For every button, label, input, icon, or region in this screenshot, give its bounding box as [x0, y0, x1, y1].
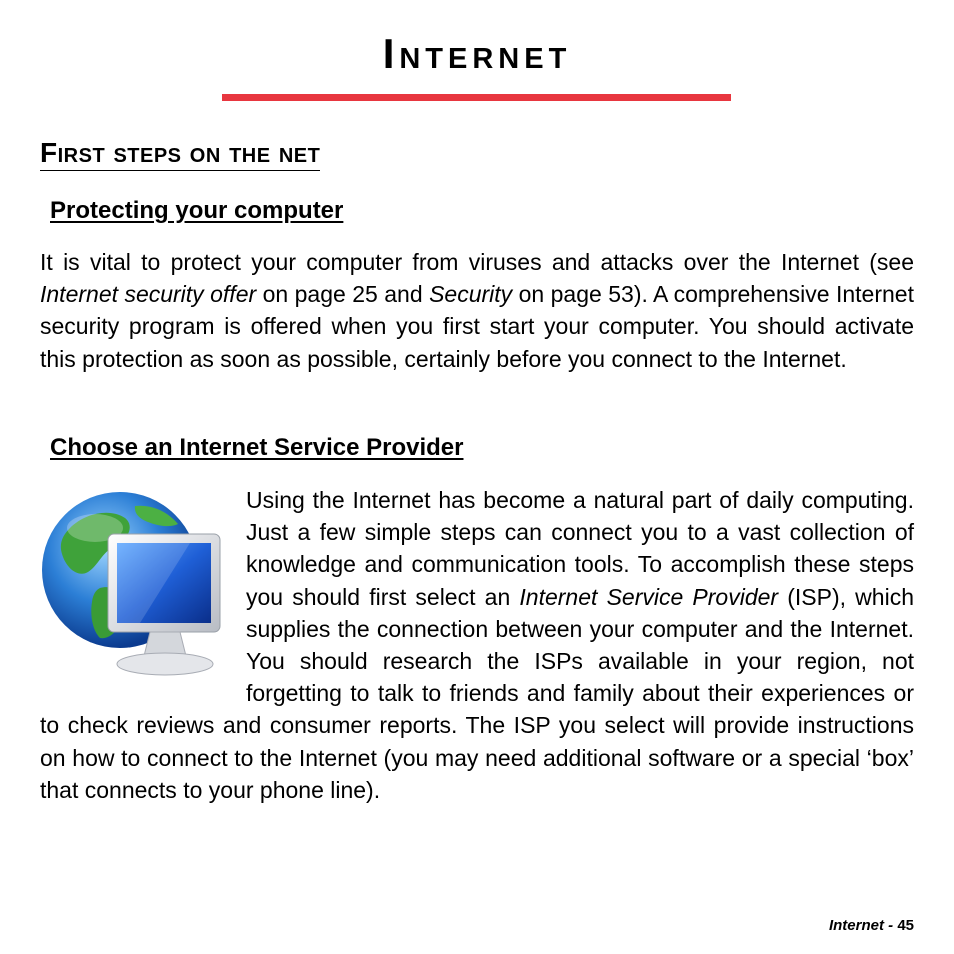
- globe-monitor-icon: [40, 488, 230, 684]
- paragraph-text: on page 25 and: [256, 281, 430, 308]
- section-title: First steps on the net: [40, 136, 320, 171]
- paragraph-text: (ISP), which supplies the connection between your computer and the Internet. You should research the ISPs available in your region, not forgetting to talk to friends and family about their experiences or to check reviews and consumer reports. The ISP you select will provide instructions on how to connect to the Internet (you may need additional software or a special ‘box’ that connects to your phone line).: [40, 583, 914, 803]
- chapter-title: Internet: [382, 30, 572, 77]
- footer-chapter-label: Internet -: [828, 917, 898, 934]
- cross-reference-link: Internet security offer: [40, 281, 257, 308]
- subsection-heading-isp: Choose an Internet Service Provider: [50, 434, 464, 461]
- paragraph-text: Using the Internet has become a natural part of daily computing. Just a few simple steps can connect you to a vast collection of knowledge and communication tools. To accomplish these steps you should first select an: [246, 487, 914, 610]
- cross-reference-link: Security: [429, 281, 513, 308]
- title-rule: [222, 94, 731, 101]
- paragraph-text: It is vital to protect your computer from viruses and attacks over the Internet (see: [40, 249, 914, 275]
- paragraph-isp: [40, 484, 914, 806]
- term-emphasis: Internet Service Provider: [519, 583, 779, 610]
- page-footer: [829, 917, 914, 934]
- page-number: 45: [897, 917, 914, 934]
- paragraph-text: on page 53). A comprehensive Internet security program is offered when you first start your computer. You should activate this protection as soon as possible, certainly before you connect to the Internet.: [40, 281, 914, 372]
- subsection-heading-protecting: Protecting your computer: [50, 197, 344, 224]
- paragraph-protecting: [40, 246, 914, 375]
